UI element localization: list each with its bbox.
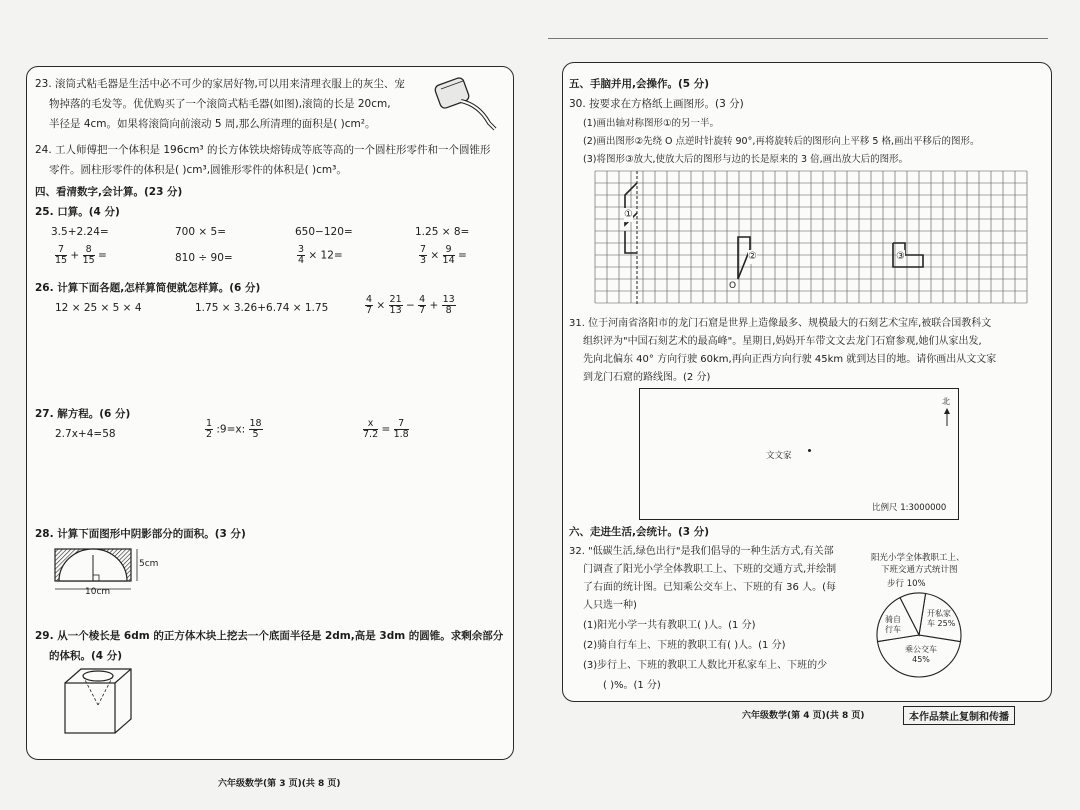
slice-label-bike-1: 骑自 xyxy=(885,615,901,624)
q30-grid-paper xyxy=(593,169,1033,307)
q31-map-box[interactable] xyxy=(639,388,959,520)
q23-line1: 23. 滚筒式粘毛器是生活中必不可少的家居好物,可以用来清理衣服上的灰尘、宠 xyxy=(35,78,405,90)
slice-label-walk: 步行 10% xyxy=(887,579,926,589)
north-label: 北 xyxy=(942,397,950,406)
q29-line2: 的体积。(4 分) xyxy=(49,650,123,662)
section-5-heading: 五、手脑并用,会操作。(5 分) xyxy=(569,78,710,90)
chart-title-1: 阳光小学全体教职工上、 xyxy=(871,553,965,563)
lint-roller-image xyxy=(431,75,503,135)
q25-item-1: 3.5+2.24= xyxy=(51,226,109,238)
top-rule xyxy=(548,38,1048,39)
q31-line1: 31. 位于河南省洛阳市的龙门石窟是世界上造像最多、规模最大的石刻艺术宝库,被联合国教科文 xyxy=(569,318,992,329)
q25-item-3: 650−120= xyxy=(295,226,353,238)
q31-line2: 组织评为"中国石刻艺术的最高峰"。星期日,妈妈开车带文文去龙门石窟参观,她们从家出发, xyxy=(583,336,982,347)
north-arrow-icon xyxy=(942,407,952,427)
q25-title: 25. 口算。(4 分) xyxy=(35,206,120,218)
slice-label-bike-2: 行车 xyxy=(885,625,901,634)
q29-line1: 29. 从一个棱长是 6dm 的正方体木块上挖去一个底面半径是 2dm,高是 3dm 的圆锥。求剩余部分 xyxy=(35,630,504,642)
page-3 xyxy=(26,66,514,760)
q24-line2: 零件。圆柱形零件的体积是( )cm³,圆锥形零件的体积是( )cm³。 xyxy=(49,164,347,176)
q27-item-3: $\frac{x}{7.2}$ = $\frac{7}{1.8}$ xyxy=(363,418,409,440)
copyright-stamp: 本作品禁止复制和传播 xyxy=(903,706,1015,725)
q26-item-2: 1.75 × 3.26+6.74 × 1.75 xyxy=(195,302,329,314)
q26-item-3: $\frac{4}{7}$ × $\frac{21}{13}$ − $\frac{4}{7}$ + $\frac{13}{8}$ xyxy=(366,294,455,316)
slice-label-bus-1: 乘公交车 xyxy=(905,645,937,654)
q31-line3: 先向北偏东 40° 方向行驶 60km,再向正西方向行驶 45km 就到达目的地。请你画出从文文家 xyxy=(583,354,997,365)
q23-line3: 半径是 4cm。如果将滚筒向前滚动 5 周,那么所清理的面积是( )cm²。 xyxy=(49,118,376,130)
q26-item-1: 12 × 25 × 5 × 4 xyxy=(55,302,142,314)
pie-chart xyxy=(873,589,965,681)
q25-item-4: 1.25 × 8= xyxy=(415,226,470,238)
q30-title: 30. 按要求在方格纸上画图形。(3 分) xyxy=(569,98,744,110)
q32-sub-3: (3)步行上、下班的教职工人数比开私家车上、下班的少 xyxy=(583,660,828,671)
q29-cube-figure xyxy=(61,665,141,737)
q25-item-6: 810 ÷ 90= xyxy=(175,252,233,264)
q30-sub-2: (2)画出图形②先绕 O 点逆时针旋转 90°,再将旋转后的图形向上平移 5 格,画出平移后的图形。 xyxy=(583,136,980,147)
q32-sub-2: (2)骑自行车上、下班的教职工有( )人。(1 分) xyxy=(583,640,786,651)
page-3-footer: 六年级数学(第 3 页)(共 8 页) xyxy=(218,779,341,789)
home-point xyxy=(808,449,811,452)
grid-label-1: ① xyxy=(624,209,633,220)
section-4-heading: 四、看清数字,会计算。(23 分) xyxy=(35,186,183,198)
chart-title-2: 下班交通方式统计图 xyxy=(881,565,958,575)
slice-label-car-1: 开私家 xyxy=(927,609,951,618)
home-label: 文文家 xyxy=(766,451,792,461)
q32-line2: 门调查了阳光小学全体教职工上、下班的交通方式,并绘制 xyxy=(583,564,837,575)
q23-line2: 物掉落的毛发等。优优购买了一个滚筒式粘毛器(如图),滚筒的长是 20cm, xyxy=(49,98,391,110)
q32-line3: 了右面的统计图。已知乘公交车上、下班的有 36 人。(每 xyxy=(583,582,836,593)
q26-title: 26. 计算下面各题,怎样算简便就怎样算。(6 分) xyxy=(35,282,261,294)
q28-dim-height: 5cm xyxy=(139,559,159,569)
section-6-heading: 六、走进生活,会统计。(3 分) xyxy=(569,526,710,538)
map-scale: 比例尺 1:3000000 xyxy=(872,503,947,513)
q25-item-2: 700 × 5= xyxy=(175,226,226,238)
q27-item-2: $\frac{1}{2}$ :9=x: $\frac{18}{5}$ xyxy=(206,418,262,440)
slice-label-bike xyxy=(885,615,901,635)
slice-label-car xyxy=(927,609,955,629)
slice-label-bus-2: 45% xyxy=(912,655,930,664)
slice-label-car-2: 车 25% xyxy=(927,619,956,628)
q32-sub-1: (1)阳光小学一共有教职工( )人。(1 分) xyxy=(583,620,756,631)
q25-item-8: $\frac{7}{3}$ × $\frac{9}{14}$ = xyxy=(420,244,467,266)
q32-line4: 人只选一种) xyxy=(583,600,637,611)
q25-item-7: $\frac{3}{4}$ × 12= xyxy=(298,244,343,266)
q27-item-1: 2.7x+4=58 xyxy=(55,428,116,440)
grid-label-3: ③ xyxy=(896,251,905,262)
q28-dim-width: 10cm xyxy=(85,587,111,597)
q31-line4: 到龙门石窟的路线图。(2 分) xyxy=(583,372,711,383)
q30-sub-3: (3)将图形③放大,使放大后的图形与边的长是原来的 3 倍,画出放大后的图形。 xyxy=(583,154,909,165)
q27-title: 27. 解方程。(6 分) xyxy=(35,408,131,420)
q28-title: 28. 计算下面图形中阴影部分的面积。(3 分) xyxy=(35,528,246,540)
page-4-footer: 六年级数学(第 4 页)(共 8 页) xyxy=(742,711,865,721)
q32-sub-3b: ( )%。(1 分) xyxy=(603,680,661,691)
q32-line1: 32. "低碳生活,绿色出行"是我们倡导的一种生活方式,有关部 xyxy=(569,546,834,557)
grid-origin-label: O xyxy=(729,281,737,291)
q24-line1: 24. 工人师傅把一个体积是 196cm³ 的长方体铁块熔铸成等底等高的一个圆柱形零件和一个圆锥形 xyxy=(35,144,491,156)
q25-item-5: $\frac{7}{15}$ + $\frac{8}{15}$ = xyxy=(55,244,107,266)
slice-label-bus xyxy=(905,645,937,665)
page-4 xyxy=(562,62,1052,702)
q30-sub-1: (1)画出轴对称图形①的另一半。 xyxy=(583,118,719,129)
grid-label-2: ② xyxy=(748,251,757,262)
